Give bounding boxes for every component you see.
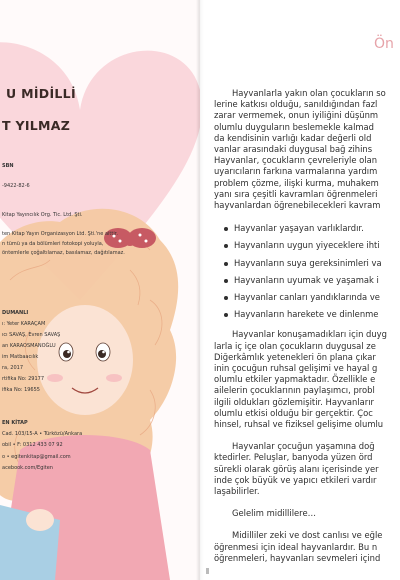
credit-line: im Matbaacılık [2, 354, 39, 360]
bullet-icon [224, 279, 228, 283]
publisher-block [2, 418, 82, 474]
left-pupil [63, 350, 71, 358]
credit-line: ı: Yeter KARAÇAM [2, 321, 46, 327]
preface-line: lerine katkısı olduğu, sanıldığından fazl [214, 99, 378, 110]
publisher-contact-line: obil • F: 0312 433 07 92 [2, 442, 63, 449]
preface-line: uyarıcıların farkına varmalarına yardım [214, 166, 378, 177]
book-gutter [196, 0, 204, 580]
credit-line: rtifika No: 29177 [2, 376, 44, 382]
publisher-note-line: öntemlerle çoğaltılamaz, basılamaz, dağıtılamaz. [2, 250, 125, 257]
preface-bullet-item: Hayvanların uyumak ve yaşamak i [234, 274, 379, 285]
preface-line: ailelerin çocuklarının paylaşımcı, probl [214, 385, 375, 396]
preface-bullet-item: Hayvanların harekete ve dinlenme [234, 309, 379, 320]
publisher-note-line: ten Kitap Yayın Organizasyon Ltd. Şti.'ne aittir. [2, 231, 118, 238]
right-cheek [106, 374, 122, 382]
preface-line: ktedirler. Peluşlar, banyoda yüzen örd [214, 452, 373, 463]
preface-line: hinsel, ruhsal ve fiziksel gelişime olumlu [214, 419, 384, 429]
preface-line: olumlu etkisi olduğu bir gerçektir. Çoc [214, 407, 373, 418]
bullet-icon [224, 227, 228, 231]
preface-line: Midilliler zeki ve dost canlısı ve eğle [232, 530, 383, 541]
credit-line: ıcı SAVAŞ, Evren SAVAŞ [2, 332, 61, 338]
preface-line: Hayvanlar, çocukların çevreleriyle olan [214, 155, 378, 166]
bullet-icon [224, 244, 228, 248]
publisher-note-line: n tümü ya da bölümleri fotokopi yoluyla, [2, 240, 104, 247]
credits-list [2, 308, 60, 396]
preface-line: da kendisinin varlığı kadar değerli old [214, 132, 372, 143]
publisher-contact-line: EN KİTAP [2, 420, 28, 426]
author-name: T YILMAZ [2, 118, 71, 133]
preface-line: inde çok büyük ve yapıcı etkileri vardır [214, 474, 377, 485]
preface-line: Hayvanlarla yakın olan çocukların so [232, 88, 386, 98]
preface-line: Hayvanlar çocuğun yaşamına doğ [232, 441, 375, 452]
preface-line: problem çözme, ilişki kurma, muhakem [214, 177, 379, 188]
preface-line: Diğerkâmlık yetenekleri ön plana çıkar [214, 351, 376, 362]
publisher-note-line: Kitap Yayıncılık Org. Tic. Ltd. Şti. [2, 212, 83, 218]
preface-line: olumlu duyguların beslemekle kalmad [214, 121, 374, 132]
preface-bullet-item: Hayvanlar canları yandıklarında ve [234, 292, 380, 302]
preface-line: öğrenmesi için ideal hayvanlardır. Bu n [214, 541, 378, 552]
page-edge-mark [206, 568, 209, 574]
bullet-icon [224, 296, 228, 300]
hand [26, 509, 54, 531]
preface-line: hayvanlardan öğrenebilecekleri kavram [214, 200, 381, 210]
preface-line: Gelelim midillilere… [232, 508, 316, 519]
preface-line: vanlar arasındaki duygusal bağ zihins [214, 144, 373, 154]
credit-line: an KARAOSMANOĞLU [2, 343, 56, 349]
section-header: Ön [374, 36, 394, 52]
preface-line: zarar vermemek, onun iyiliğini düşünm [214, 110, 379, 121]
preface-line: laşabilirler. [214, 486, 260, 496]
isbn-value: -9422-82-6 [2, 183, 30, 189]
credit-line: DUMANLI [2, 310, 29, 316]
publisher-contact-line: Cad. 103/15-A • Türközü/Ankara [2, 431, 83, 438]
publisher-contact-line: o • egitenkitap@gmail.com [2, 453, 71, 460]
preface-line: yanı sıra çeşitli kavramları öğrenmeleri [214, 188, 378, 199]
preface-bullet-item: Hayvanların uygun yiyeceklere ihti [234, 240, 380, 251]
bullet-icon [224, 313, 228, 317]
publisher-contact-line: acebook.com/Egiten [2, 464, 53, 471]
book-title: U MİDİLLİ [6, 86, 76, 101]
isbn-label: SBN [2, 163, 14, 169]
preface-line: Hayvanlar konuşamadıkları için duyg [232, 329, 387, 340]
preface-line: sürekli olarak görüş alanı içerisinde yer [214, 463, 379, 474]
publisher-note-line [2, 221, 125, 231]
preface-line: larla iç içe olan çocukların duygusal ze [214, 340, 376, 351]
credit-line: ra, 2017 [2, 365, 24, 371]
publisher-notes [2, 211, 125, 259]
credit-line: ifika No: 19655 [2, 387, 40, 393]
preface-bullet-item: Hayvanlar yaşayan varlıklardır. [234, 223, 364, 234]
preface-line: ilgili oldukları gözlemişitir. Hayvanlarır [214, 396, 374, 407]
bullet-icon [224, 262, 228, 266]
right-page-preface [204, 0, 400, 580]
preface-line: öğrenmeleri, hayvanları sevmeleri içind [214, 552, 381, 563]
right-pupil [98, 350, 106, 358]
preface-line: inin çocuğun ruhsal gelişimi ve hayal g [214, 363, 378, 373]
preface-line: olumlu etkiler yapmaktadır. Özellikle e [214, 374, 376, 385]
preface-bullet-item: Hayvanların suya gereksinimleri va [234, 257, 382, 268]
